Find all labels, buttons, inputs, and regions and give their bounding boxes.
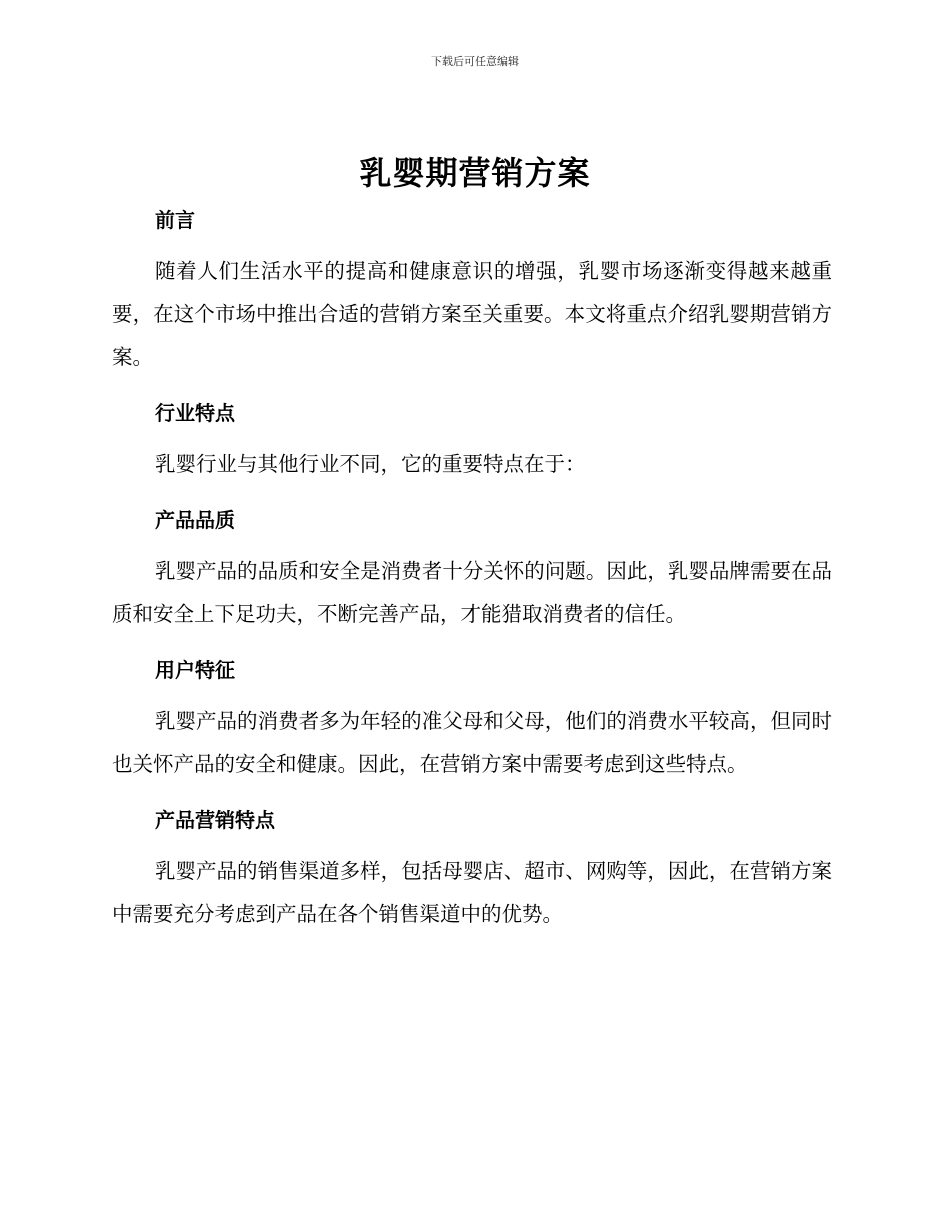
document-body [112,200,832,936]
document-title: 乳婴期营销方案 [359,154,591,192]
section-paragraph-product-quality: 乳婴产品的品质和安全是消费者十分关怀的问题。因此，乳婴品牌需要在品质和安全上下足功夫，不断完善产品，才能猎取消费者的信任。 [112,559,832,626]
section-heading-marketing-features: 产品营销特点 [155,808,275,832]
page-header-note: 下载后可任意编辑 [431,55,519,68]
section-heading-industry-features: 行业特点 [155,401,235,425]
section-heading-product-quality: 产品品质 [155,508,235,532]
section-paragraph-industry-features: 乳婴行业与其他行业不同，它的重要特点在于： [155,452,586,476]
section-paragraph-marketing-features: 乳婴产品的销售渠道多样，包括母婴店、超市、网购等，因此，在营销方案中需要充分考虑到产品在各个销售渠道中的优势。 [112,859,832,926]
section-heading-preface: 前言 [155,208,195,232]
section-paragraph-preface: 随着人们生活水平的提高和健康意识的增强，乳婴市场逐渐变得越来越重要，在这个市场中推出合适的营销方案至关重要。本文将重点介绍乳婴期营销方案。 [112,259,832,369]
section-heading-user-characteristics: 用户特征 [155,658,235,682]
section-paragraph-user-characteristics: 乳婴产品的消费者多为年轻的准父母和父母，他们的消费水平较高，但同时也关怀产品的安全和健康。因此，在营销方案中需要考虑到这些特点。 [112,709,832,776]
